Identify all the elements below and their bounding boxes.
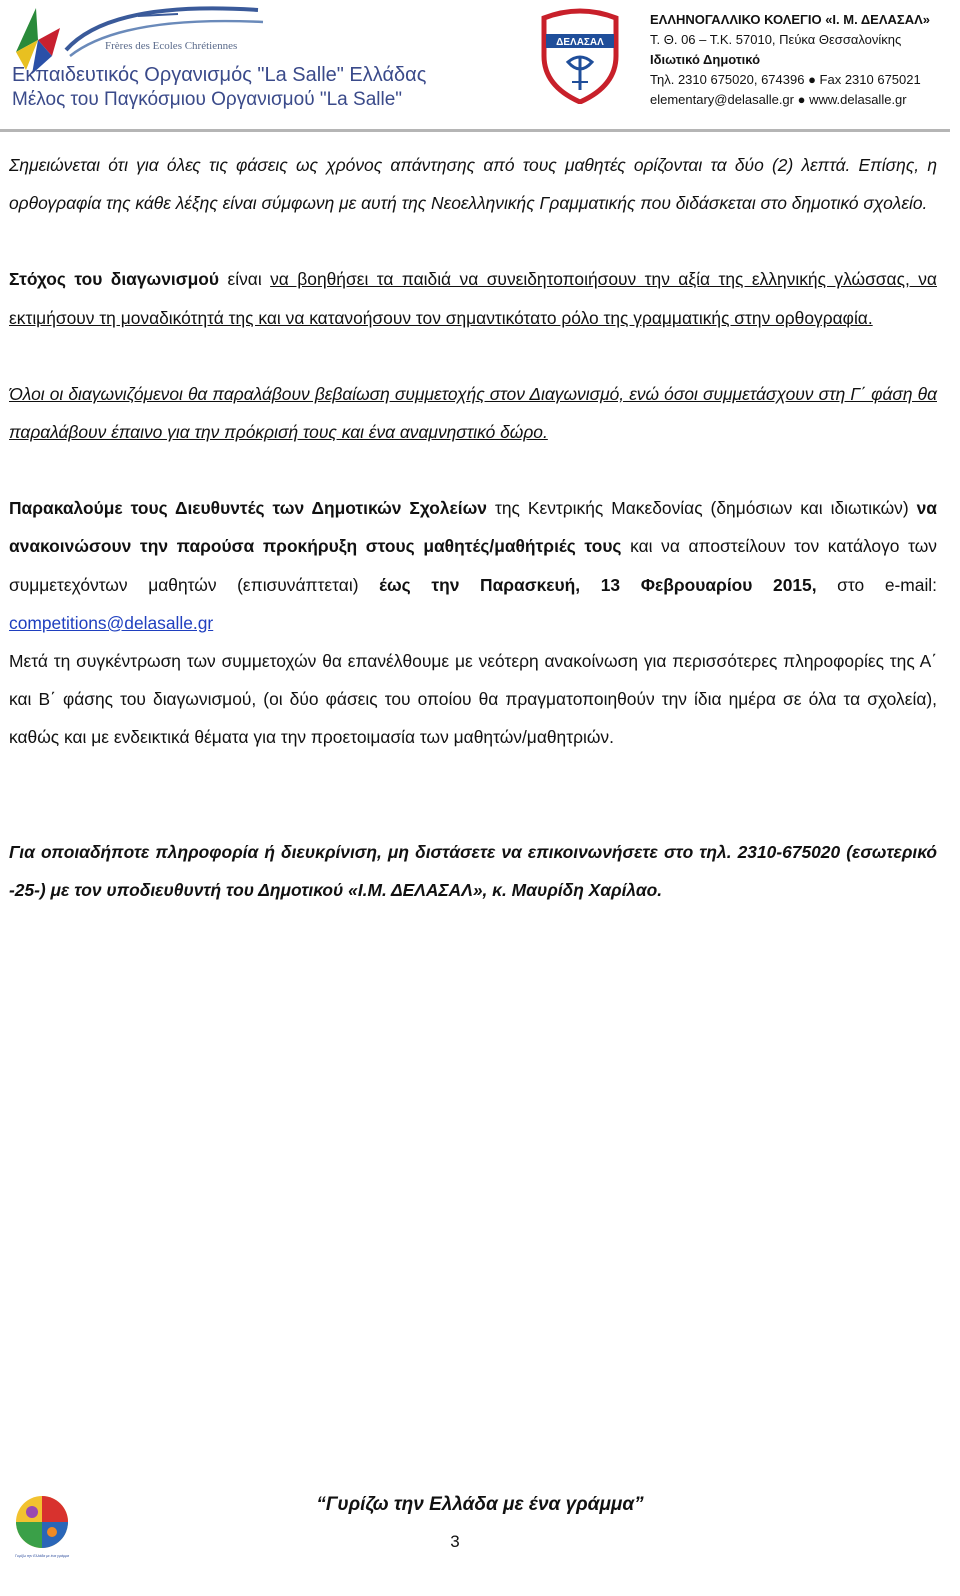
school-phone: Τηλ. 2310 675020, 674396 ● Fax 2310 675021 (650, 72, 921, 87)
request-region: της Κεντρικής Μακεδονίας (δημόσιων και ιδιωτικών) (486, 498, 917, 519)
competitions-email-link[interactable]: competitions@delasalle.gr (9, 612, 214, 633)
letterhead (0, 0, 960, 132)
request-email-label: στο e-mail: (816, 574, 938, 595)
school-division: Ιδιωτικό Δημοτικό (650, 52, 761, 67)
school-email-web: elementary@delasalle.gr ● www.delasalle.gr (650, 92, 907, 107)
header-divider (0, 129, 950, 132)
request-addressee: Παρακαλούμε τους Διευθυντές των Δημοτικών Σχολείων (9, 498, 487, 519)
paragraph-timing: Σημειώνεται ότι για όλες τις φάσεις ως χρόνος απάντησης από τους μαθητές ορίζονται τα δύο (2) λεπτά. Επίσης, η ορθογραφία της κάθε λέξης είναι σύμφωνη με αυτή της Νεοελληνικής Γραμματικής που διδάσκεται στο δημοτικό σχολείο. (9, 155, 937, 214)
campaign-logo-text: Γυρίζω την Ελλάδα με ένα γράμμα (14, 1554, 70, 1558)
goal-text: να βοηθήσει τα παιδιά να συνειδητοποιήσουν την αξία της ελληνικής γλώσσας, να εκτιμήσουν τη μοναδικότητά της και να κατανοήσουν τον σημαντικότατο ρόλο της γραμματικής στην ορθογραφία. (9, 269, 937, 328)
paragraph-certificates: Όλοι οι διαγωνιζόμενοι θα παραλάβουν βεβαίωση συμμετοχής στον Διαγωνισμό, ενώ όσοι συμμετάσχουν στη Γ΄ φάση θα παραλάβουν έπαινο για την πρόκρισή τους και ένα αναμνηστικό δώρο. (9, 383, 937, 443)
paragraph-goal (9, 260, 937, 336)
footer-motto: “Γυρίζω την Ελλάδα με ένα γράμμα” (316, 1494, 644, 1515)
school-address: Τ. Θ. 06 – Τ.Κ. 57010, Πεύκα Θεσσαλονίκης (650, 32, 902, 47)
paragraph-followup: Μετά τη συγκέντρωση των συμμετοχών θα επανέλθουμε με νεότερη ανακοίνωση για περισσότερες πληροφορίες της Α΄ και Β΄ φάσης του διαγωνισμού, (οι δύο φάσεις του οποίου θα πραγματοποιηθούν την ίδια ημέρα σε όλα τα σχολεία), καθώς και με ενδεικτικά θέματα για την προετοιμασία των μαθητών/μαθητριών. (9, 651, 937, 748)
request-deadline: έως την Παρασκευή, 13 Φεβρουαρίου 2015, (379, 574, 817, 595)
org-membership: Μέλος του Παγκόσμιου Οργανισμού "La Salle" (12, 89, 403, 110)
contact-block (650, 10, 930, 110)
request-list: και να αποστείλουν τον κατάλογο των συμμετεχόντων μαθητών (επισυνάπτεται) (9, 536, 937, 595)
school-name: ΕΛΛΗΝΟΓΑΛΛΙΚΟ ΚΟΛΕΓΙΟ «Ι. Μ. ΔΕΛΑΣΑΛ» (650, 12, 931, 27)
crest-text: ΔΕΛΑΣΑΛ (556, 37, 604, 48)
request-action: να ανακοινώσουν την παρούσα προκήρυξη στους μαθητές/μαθήτριές τους (9, 498, 937, 557)
org-name: Εκπαιδευτικός Οργανισμός "La Salle" Ελλάδας (12, 64, 427, 86)
delasalle-crest-icon (538, 4, 622, 104)
paragraph-contact: Για οποιαδήποτε πληροφορία ή διευκρίνιση, μη διστάσετε να επικοινωνήσετε στο τηλ. 2310-675020 (εσωτερικό -25-) με τον υποδιευθυντή του Δημοτικού «Ι.Μ. ΔΕΛΑΣΑΛ», κ. Μαυρίδη Χαρίλαο. (9, 841, 937, 900)
goal-label: Στόχος του διαγωνισμού (9, 269, 220, 290)
goal-connector: είναι (219, 269, 271, 290)
page-number: 3 (450, 1532, 460, 1551)
letter-body (9, 146, 937, 909)
org-tagline: Frères des Ecoles Chrétiennes (105, 40, 238, 52)
paragraph-request (9, 489, 937, 642)
